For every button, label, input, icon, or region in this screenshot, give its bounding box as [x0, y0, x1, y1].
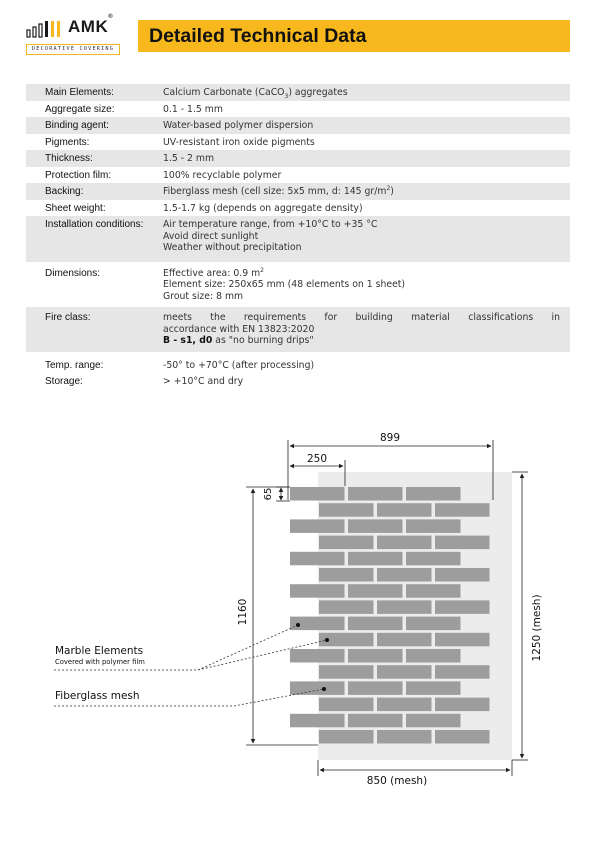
marble-element: [406, 681, 461, 695]
dim-height-label: 1160: [237, 598, 249, 626]
marble-element: [348, 649, 403, 663]
dimension-1250-mesh: [512, 472, 543, 760]
callout-marble-elements: [55, 645, 145, 666]
spec-label: Storage:: [45, 376, 83, 387]
marble-element: [406, 714, 461, 728]
marble-element: [406, 552, 461, 566]
marble-element: [319, 730, 374, 744]
spec-value: Calcium Carbonate (CaCO$_3$) aggregates: [163, 87, 348, 100]
marble-element: [435, 503, 490, 517]
spec-value: meets the requirements for building material classifications in accordance with EN 13823:2020 B - s1, d0 as "no burning drips": [163, 312, 560, 346]
marble-element: [406, 519, 461, 533]
marble-element: [406, 487, 461, 501]
spec-value: UV-resistant iron oxide pigments: [163, 136, 315, 148]
spec-label: Binding agent:: [45, 120, 109, 131]
marble-element: [348, 584, 403, 598]
marble-element: [319, 536, 374, 550]
dim-mesh-width-label: 850 (mesh): [366, 775, 428, 787]
spec-value: 100% recyclable polymer: [163, 169, 282, 181]
callout-marble-sub: Covered with polymer film: [55, 658, 145, 666]
marble-element: [406, 649, 461, 663]
spec-value: Fiberglass mesh (cell size: 5x5 mm, d: 145 $gr/m^2$): [163, 184, 394, 197]
marble-element: [435, 633, 490, 647]
spec-label: Pigments:: [45, 136, 90, 148]
marble-element: [377, 633, 432, 647]
callout-dot: [322, 687, 326, 691]
marble-element: [435, 600, 490, 614]
marble-element: [435, 568, 490, 582]
marble-element: [319, 600, 374, 614]
spec-value: > +10°C and dry: [163, 376, 244, 387]
spec-label: Sheet weight:: [45, 202, 106, 214]
marble-element: [435, 665, 490, 679]
marble-element: [377, 536, 432, 550]
marble-element: [377, 730, 432, 744]
spec-value: Water-based polymer dispersion: [163, 120, 314, 131]
callout-mesh-title: Fiberglass mesh: [55, 690, 140, 702]
marble-element: [377, 698, 432, 712]
marble-element: [348, 487, 403, 501]
marble-element: [435, 698, 490, 712]
spec-label: Backing:: [45, 186, 84, 197]
page-title: Detailed Technical Data: [149, 25, 367, 47]
spec-value: 1.5-1.7 kg (depends on aggregate density): [163, 202, 363, 214]
marble-element: [406, 584, 461, 598]
marble-element: [435, 536, 490, 550]
marble-element: [290, 649, 345, 663]
callout-dot: [296, 623, 300, 627]
brand-tagline: DECORATIVE COVERING: [26, 44, 120, 55]
spec-label: Installation conditions:: [45, 219, 144, 230]
marble-element: [377, 600, 432, 614]
brand-name: AMK®: [68, 14, 114, 36]
spec-label: Temp. range:: [45, 359, 104, 371]
marble-element: [319, 698, 374, 712]
marble-element: [290, 552, 345, 566]
marble-element: [319, 568, 374, 582]
marble-element: [348, 681, 403, 695]
callout-fiberglass-mesh: [55, 690, 140, 702]
dim-mesh-height-label: 1250 (mesh): [531, 594, 543, 662]
marble-element: [377, 503, 432, 517]
marble-element: [290, 584, 345, 598]
spec-value: 1.5 - 2 mm: [163, 153, 215, 164]
spec-value: 0.1 - 1.5 mm: [163, 103, 223, 115]
spec-label: Aggregate size:: [45, 103, 115, 115]
spec-label: Thickness:: [45, 153, 93, 164]
marble-element: [319, 503, 374, 517]
dimension-850-mesh: [318, 760, 512, 787]
callout-dot: [325, 638, 329, 642]
marble-element: [319, 665, 374, 679]
marble-element: [290, 681, 345, 695]
marble-element: [377, 665, 432, 679]
marble-element: [348, 552, 403, 566]
spec-value: Air temperature range, from +10°C to +35 °C Avoid direct sunlight Weather without precipitation: [163, 219, 378, 253]
dim-width-label: 899: [379, 432, 401, 444]
marble-element: [348, 519, 403, 533]
spec-label: Fire class:: [45, 312, 91, 323]
marble-element: [377, 568, 432, 582]
dim-element-height-label: 65: [263, 487, 274, 501]
marble-element: [348, 714, 403, 728]
spec-value: Effective area: 0.9 $m^2$ Element size: 250x65 mm (48 elements on 1 sheet) Grout size: 8 mm: [163, 266, 406, 302]
spec-label: Protection film:: [45, 169, 112, 181]
spec-label: Dimensions:: [45, 267, 101, 279]
dim-element-label: 250: [306, 453, 328, 465]
marble-element: [406, 617, 461, 631]
marble-element: [435, 730, 490, 744]
marble-element: [290, 519, 345, 533]
marble-element: [348, 617, 403, 631]
callout-marble-title: Marble Elements: [55, 645, 144, 657]
dimension-65: [263, 487, 290, 501]
spec-label: Main Elements:: [45, 87, 114, 98]
spec-value: -50° to +70°C (after processing): [163, 359, 315, 371]
marble-element: [290, 487, 345, 501]
marble-element: [290, 714, 345, 728]
